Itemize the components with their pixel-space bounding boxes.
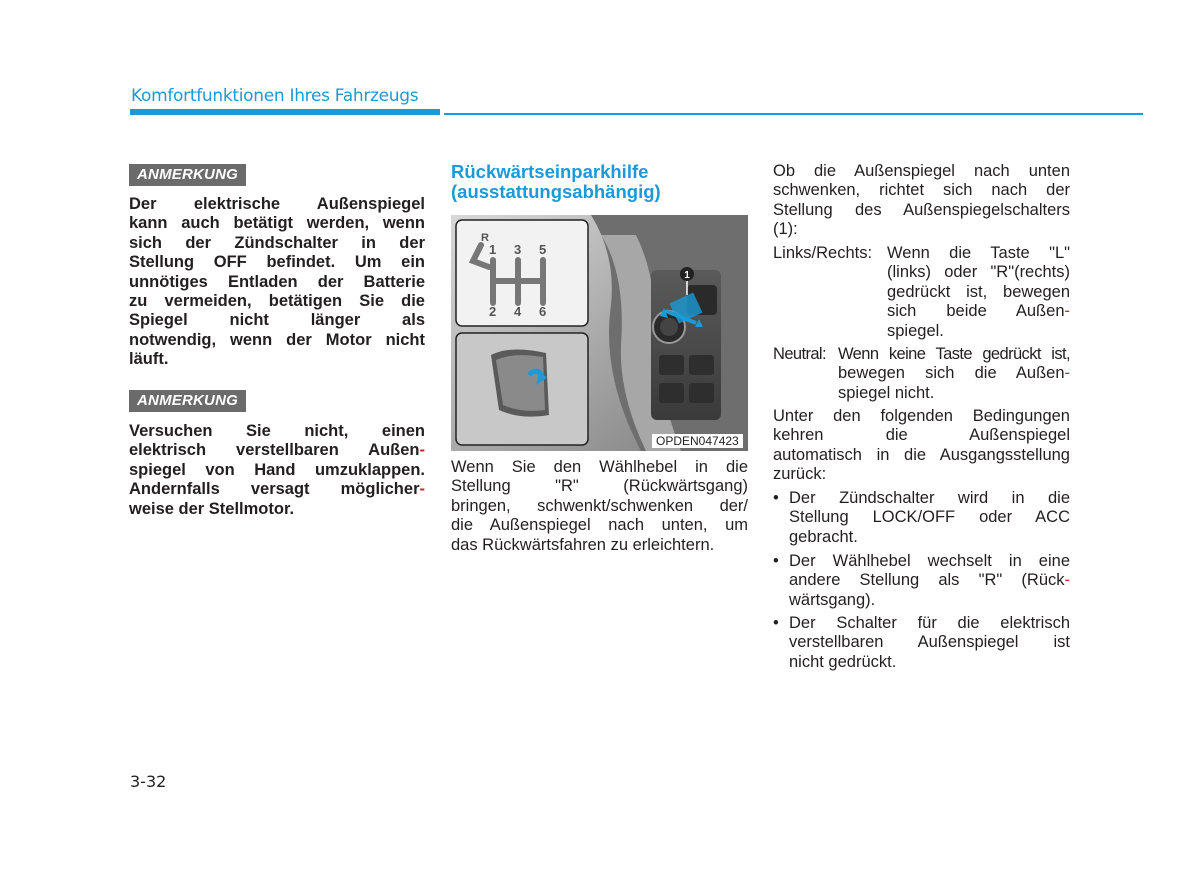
intro-paragraph: Ob die Außenspiegel nach unten schwenken, richtet sich nach der Stellung des Außenspiegelschalters (1):	[773, 162, 1070, 239]
note-line: spiegel von Hand umzuklappen.	[129, 460, 425, 479]
gear-digit: 3	[514, 242, 522, 257]
gear-digit: 2	[489, 304, 497, 319]
gear-digit: 4	[514, 304, 522, 319]
page-number: 3-32	[130, 772, 167, 791]
figure-label: OPDEN047423	[652, 434, 743, 448]
gear-digit: 6	[539, 304, 547, 319]
gear-digit: 1	[489, 242, 497, 257]
mirror-switch-figure	[451, 215, 748, 451]
definition-text: Wenn keine Taste gedrückt ist, bewegen sich die Außen- spiegel nicht.	[838, 345, 1070, 402]
conditions-paragraph: Unter den folgenden Bedingungen kehren die Außenspiegel automatisch in die Ausgangsstellung zurück:	[773, 407, 1070, 484]
note-line: zu vermeiden, betätigen Sie die	[129, 292, 425, 311]
gear-reverse: R	[481, 232, 489, 244]
figure-illustration	[451, 215, 748, 451]
section-title: Komfortfunktionen Ihres Fahrzeugs	[131, 86, 419, 106]
parking-aid-heading: Rückwärtseinparkhilfe (ausstattungsabhängig)	[451, 161, 661, 202]
header-rule-thick	[130, 109, 440, 115]
note-line: Andernfalls versagt möglicher-	[129, 480, 425, 499]
parking-aid-paragraph: Wenn Sie den Wählhebel in die Stellung "R" (Rückwärtsgang) bringen, schwenkt/schwenken der/ die Außenspiegel nach unten, um das Rückwärtsfahren zu erleichtern.	[451, 458, 748, 554]
note-line: Stellung OFF befindet. Um ein	[129, 253, 425, 272]
note-text	[129, 422, 425, 519]
note-text	[129, 195, 425, 370]
note-badge: ANMERKUNG	[129, 390, 246, 412]
definition-term: Links/Rechts:	[773, 244, 873, 262]
note-line: kann auch betätigt werden, wenn	[129, 214, 425, 233]
note-line: notwendig, wenn der Motor nicht	[129, 330, 425, 349]
note-line: unnötiges Entladen der Batterie	[129, 272, 425, 291]
note-line: Spiegel nicht länger als	[129, 311, 425, 330]
callout-number: 1	[684, 270, 690, 281]
definition-term: Neutral:	[773, 345, 826, 363]
definition-text: Wenn die Taste "L" (links) oder "R"(rechts) gedrückt ist, bewegen sich beide Außen- spiegel.	[887, 244, 1070, 340]
note-badge: ANMERKUNG	[129, 164, 246, 186]
gear-digit: 5	[539, 242, 547, 257]
note-line: Versuchen Sie nicht, einen	[129, 422, 425, 440]
note-line: Der elektrische Außenspiegel	[129, 195, 425, 213]
note-line: sich der Zündschalter in der	[129, 233, 425, 252]
note-line: läuft.	[129, 350, 169, 369]
bullet-icon: •	[773, 552, 779, 570]
note-line: elektrisch verstellbaren Außen-	[129, 441, 425, 460]
bullet-icon: •	[773, 614, 779, 632]
note-line: weise der Stellmotor.	[129, 499, 295, 518]
bullet-icon: •	[773, 489, 779, 507]
header-rule-thin	[444, 113, 1143, 115]
